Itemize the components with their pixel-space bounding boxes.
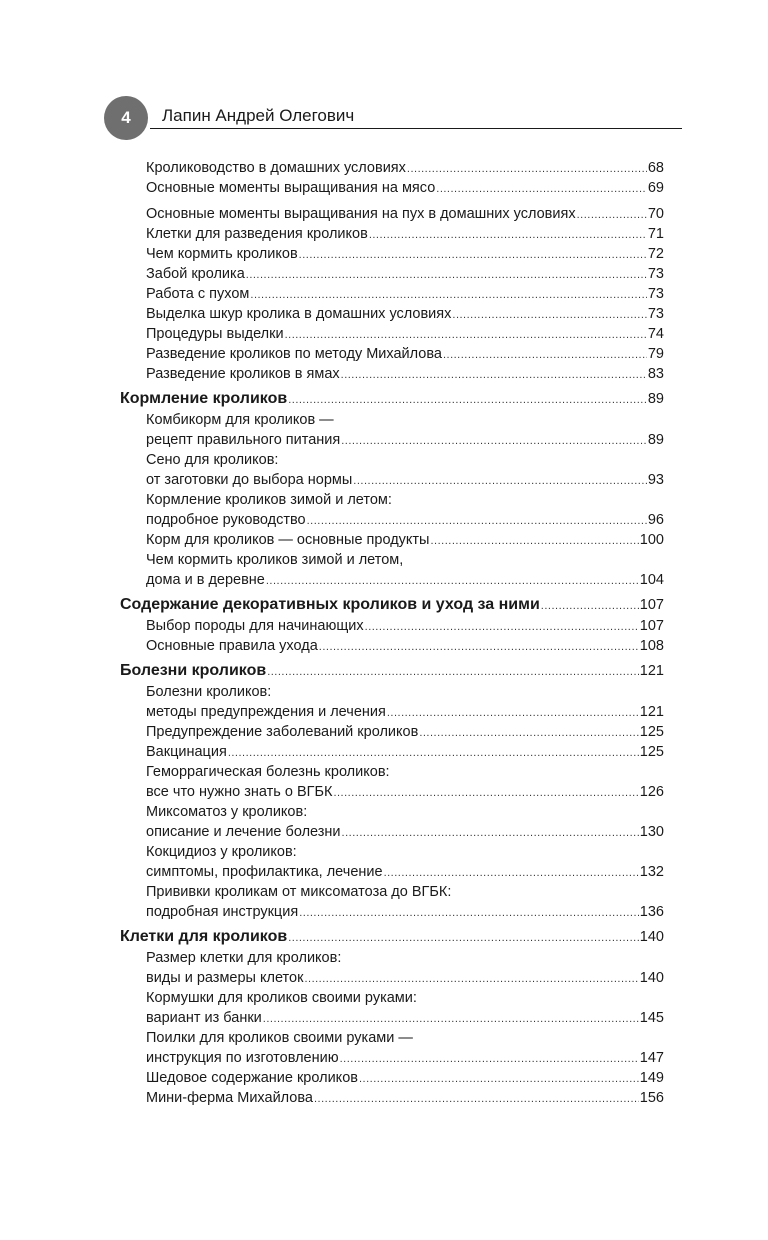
toc-entry	[120, 470, 664, 490]
toc-entry	[120, 224, 664, 244]
toc-leader-dots	[285, 325, 647, 345]
toc-page-number: 93	[647, 472, 664, 488]
toc-page-number: 73	[647, 286, 664, 302]
toc-entry	[120, 570, 664, 590]
toc-page-number: 140	[639, 929, 664, 945]
toc-entry-line	[120, 882, 664, 902]
toc-leader-dots	[228, 743, 639, 763]
toc-title: Забой кролика	[146, 266, 245, 282]
toc-title: Вакцинация	[146, 744, 227, 760]
toc-entry-line	[120, 682, 664, 702]
toc-entry	[120, 616, 664, 636]
toc-page-number: 130	[639, 824, 664, 840]
toc-entry	[120, 304, 664, 324]
toc-title: Выбор породы для начинающих	[146, 618, 364, 634]
toc-leader-dots	[443, 345, 647, 365]
toc-leader-dots	[436, 179, 647, 199]
toc-entry-line	[120, 948, 664, 968]
toc-entry-line	[120, 410, 664, 430]
toc-leader-dots	[266, 571, 639, 591]
toc-title: Выделка шкур кролика в домашних условиях	[146, 306, 452, 322]
toc-leader-dots	[541, 595, 639, 617]
toc-leader-dots	[288, 927, 639, 949]
toc-leader-dots	[288, 389, 647, 411]
toc-entry	[120, 430, 664, 450]
toc-title: от заготовки до выбора нормы	[146, 472, 353, 488]
toc-entry	[120, 1048, 664, 1068]
toc-entry-line	[120, 490, 664, 510]
toc-title: инструкция по изготовлению	[146, 1050, 339, 1066]
toc-title: Корм для кроликов — основные продукты	[146, 532, 430, 548]
toc-page-number: 100	[639, 532, 664, 548]
toc-section	[120, 388, 664, 410]
toc-title: Мини-ферма Михайлова	[146, 1090, 313, 1106]
toc-title: Кормление кроликов зимой и летом:	[146, 492, 392, 508]
toc-page-number: 156	[639, 1090, 664, 1106]
toc-title: Чем кормить кроликов зимой и летом,	[146, 552, 404, 568]
toc-section	[120, 660, 664, 682]
toc-leader-dots	[314, 1089, 639, 1109]
toc-entry-line	[120, 762, 664, 782]
toc-leader-dots	[319, 637, 639, 657]
toc-title: Прививки кроликам от миксоматоза до ВГБК:	[146, 884, 452, 900]
toc-title: Болезни кроликов	[120, 662, 267, 679]
toc-entry-line	[120, 550, 664, 570]
toc-title: Основные моменты выращивания на мясо	[146, 180, 436, 196]
toc-entry-line	[120, 450, 664, 470]
toc-title: Размер клетки для кроликов:	[146, 950, 342, 966]
toc-title: Процедуры выделки	[146, 326, 284, 342]
toc-page-number: 121	[639, 663, 664, 679]
toc-page-number: 72	[647, 246, 664, 262]
toc-page-number: 108	[639, 638, 664, 654]
toc-entry	[120, 722, 664, 742]
toc-leader-dots	[359, 1069, 639, 1089]
toc-leader-dots	[407, 159, 647, 179]
toc-page-number: 125	[639, 724, 664, 740]
toc-entry	[120, 264, 664, 284]
toc-page-number: 107	[639, 597, 664, 613]
header-rule	[150, 128, 682, 129]
toc-page-number: 149	[639, 1070, 664, 1086]
toc-leader-dots	[452, 305, 646, 325]
toc-page-number: 83	[647, 366, 664, 382]
toc-entry	[120, 158, 664, 178]
toc-title: Шедовое содержание кроликов	[146, 1070, 358, 1086]
toc-entry	[120, 782, 664, 802]
toc-title: Комбикорм для кроликов —	[146, 412, 334, 428]
toc-page-number: 121	[639, 704, 664, 720]
toc-title: описание и лечение болезни	[146, 824, 341, 840]
page-number-badge: 4	[104, 96, 148, 140]
toc-leader-dots	[333, 783, 638, 803]
toc-leader-dots	[342, 823, 639, 843]
toc-page-number: 89	[647, 391, 664, 407]
toc-title: Кормление кроликов	[120, 390, 288, 407]
toc-title: вариант из банки	[146, 1010, 262, 1026]
toc-page-number: 73	[647, 266, 664, 282]
toc-title: Разведение кроликов в ямах	[146, 366, 340, 382]
toc-title: Кролиководство в домашних условиях	[146, 160, 406, 176]
toc-entry	[120, 178, 664, 198]
toc-title: Сено для кроликов:	[146, 452, 279, 468]
toc-entry	[120, 1088, 664, 1108]
toc-leader-dots	[304, 969, 638, 989]
toc-title: симптомы, профилактика, лечение	[146, 864, 383, 880]
toc-section	[120, 594, 664, 616]
toc-title: виды и размеры клеток	[146, 970, 304, 986]
toc-title: методы предупреждения и лечения	[146, 704, 386, 720]
toc-leader-dots	[246, 265, 647, 285]
toc-page-number: 89	[647, 432, 664, 448]
toc-page-number: 145	[639, 1010, 664, 1026]
toc-leader-dots	[369, 225, 647, 245]
toc-entry	[120, 344, 664, 364]
toc-leader-dots	[577, 205, 647, 225]
toc-page-number: 104	[639, 572, 664, 588]
toc-page-number: 125	[639, 744, 664, 760]
toc-page-number: 126	[639, 784, 664, 800]
toc-title: Чем кормить кроликов	[146, 246, 298, 262]
toc-leader-dots	[263, 1009, 639, 1029]
toc-entry-line	[120, 842, 664, 862]
toc-title: Клетки для кроликов	[120, 928, 288, 945]
toc-entry-line	[120, 802, 664, 822]
toc-page-number: 147	[639, 1050, 664, 1066]
toc-entry	[120, 364, 664, 384]
toc-page-number: 96	[647, 512, 664, 528]
toc-entry-line	[120, 988, 664, 1008]
toc-entry	[120, 862, 664, 882]
toc-title: Кокцидиоз у кроликов:	[146, 844, 297, 860]
toc-entry	[120, 902, 664, 922]
toc-entry	[120, 968, 664, 988]
toc-title: Работа с пухом	[146, 286, 250, 302]
toc-leader-dots	[419, 723, 638, 743]
toc-page-number: 68	[647, 160, 664, 176]
toc-leader-dots	[299, 245, 647, 265]
toc-title: Миксоматоз у кроликов:	[146, 804, 308, 820]
toc-entry	[120, 530, 664, 550]
toc-entry	[120, 1068, 664, 1088]
toc-title: Основные правила ухода	[146, 638, 318, 654]
toc-entry	[120, 742, 664, 762]
toc-leader-dots	[250, 285, 646, 305]
toc-page-number: 70	[647, 206, 664, 222]
toc-title: Разведение кроликов по методу Михайлова	[146, 346, 442, 362]
toc-entry	[120, 822, 664, 842]
toc-title: дома и в деревне	[146, 572, 265, 588]
toc-entry	[120, 636, 664, 656]
toc-entry	[120, 244, 664, 264]
toc-title: Основные моменты выращивания на пух в домашних условиях	[146, 206, 576, 222]
toc-entry-line	[120, 1028, 664, 1048]
toc-page-number: 79	[647, 346, 664, 362]
toc-title: Предупреждение заболеваний кроликов	[146, 724, 419, 740]
toc-title: все что нужно знать о ВГБК	[146, 784, 333, 800]
toc-title: Поилки для кроликов своими руками —	[146, 1030, 413, 1046]
toc-title: рецепт правильного питания	[146, 432, 341, 448]
toc-leader-dots	[267, 661, 639, 683]
toc-page-number: 69	[647, 180, 664, 196]
toc-page-number: 71	[647, 226, 664, 242]
toc-page-number: 132	[639, 864, 664, 880]
toc-leader-dots	[353, 471, 647, 491]
toc-leader-dots	[384, 863, 639, 883]
toc-title: Болезни кроликов:	[146, 684, 272, 700]
toc-title: Кормушки для кроликов своими руками:	[146, 990, 417, 1006]
table-of-contents	[120, 158, 664, 1108]
toc-leader-dots	[340, 1049, 639, 1069]
toc-leader-dots	[387, 703, 639, 723]
toc-leader-dots	[430, 531, 638, 551]
running-head-author: Лапин Андрей Олегович	[162, 106, 355, 125]
toc-title: подробное руководство	[146, 512, 306, 528]
toc-title: Содержание декоративных кроликов и уход за ними	[120, 596, 540, 613]
toc-entry	[120, 510, 664, 530]
toc-title: Геморрагическая болезнь кроликов:	[146, 764, 390, 780]
toc-leader-dots	[341, 431, 647, 451]
toc-leader-dots	[299, 903, 639, 923]
toc-entry	[120, 1008, 664, 1028]
toc-entry	[120, 284, 664, 304]
toc-page-number: 136	[639, 904, 664, 920]
toc-page-number: 107	[639, 618, 664, 634]
toc-page-number: 73	[647, 306, 664, 322]
toc-leader-dots	[341, 365, 647, 385]
toc-entry	[120, 702, 664, 722]
toc-section	[120, 926, 664, 948]
toc-page-number: 74	[647, 326, 664, 342]
toc-leader-dots	[365, 617, 639, 637]
toc-title: Клетки для разведения кроликов	[146, 226, 368, 242]
toc-leader-dots	[307, 511, 647, 531]
toc-title: подробная инструкция	[146, 904, 299, 920]
toc-page-number: 140	[639, 970, 664, 986]
toc-entry	[120, 204, 664, 224]
toc-entry	[120, 324, 664, 344]
